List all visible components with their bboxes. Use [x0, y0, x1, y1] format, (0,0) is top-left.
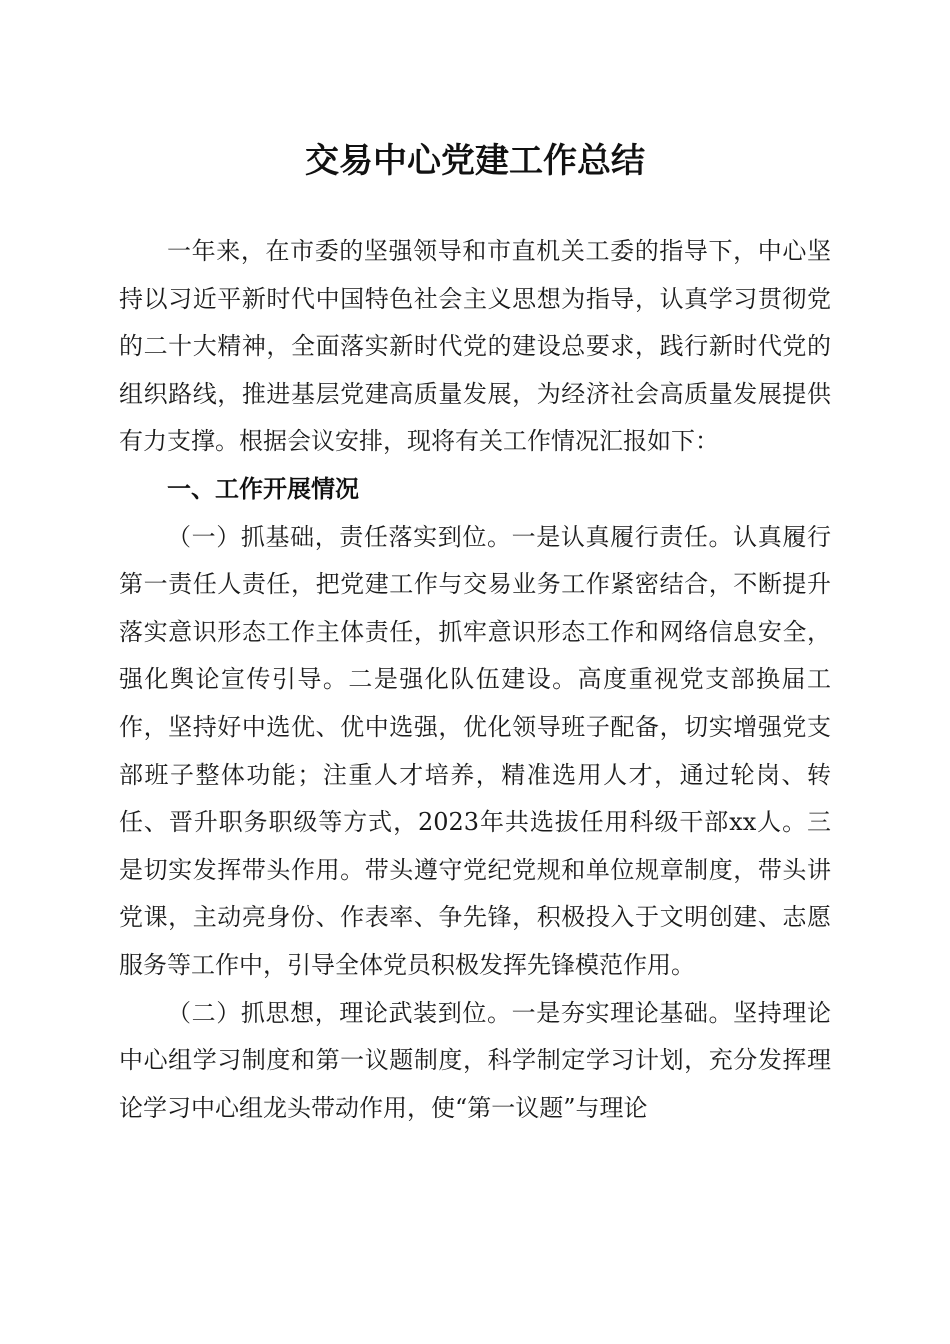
document-title: 交易中心党建工作总结 [305, 141, 645, 181]
document-body [119, 228, 831, 1132]
subsection-paragraph-2: （二）抓思想，理论武装到位。一是夯实理论基础。坚持理论中心组学习制度和第一议题制度，科学制定学习计划，充分发挥理论学习中心组龙头带动作用，使“第一议题”与理论 [119, 998, 831, 1122]
subsection-paragraph-1: （一）抓基础，责任落实到位。一是认真履行责任。认真履行第一责任人责任，把党建工作与交易业务工作紧密结合，不断提升落实意识形态工作主体责任，抓牢意识形态工作和网络信息安全，强化舆论宣传引导。二是强化队伍建设。高度重视党支部换届工作，坚持好中选优、优中选强，优化领导班子配备，切实增强党支部班子整体功能；注重人才培养，精准选用人才，通过轮岗、转任、晋升职务职级等方式，2023年共选拔任用科级干部xx人。三是切实发挥带头作用。带头遵守党纪党规和单位规章制度，带头讲党课，主动亮身份、作表率、争先锋，积极投入于文明创建、志愿服务等工作中，引导全体党员积极发挥先锋模范作用。 [119, 522, 831, 979]
section-heading: 一、工作开展情况 [167, 474, 359, 503]
intro-paragraph: 一年来，在市委的坚强领导和市直机关工委的指导下，中心坚持以习近平新时代中国特色社会主义思想为指导，认真学习贯彻党的二十大精神，全面落实新时代党的建设总要求，践行新时代党的组织路线，推进基层党建高质量发展，为经济社会高质量发展提供有力支撑。根据会议安排，现将有关工作情况汇报如下： [119, 237, 831, 456]
